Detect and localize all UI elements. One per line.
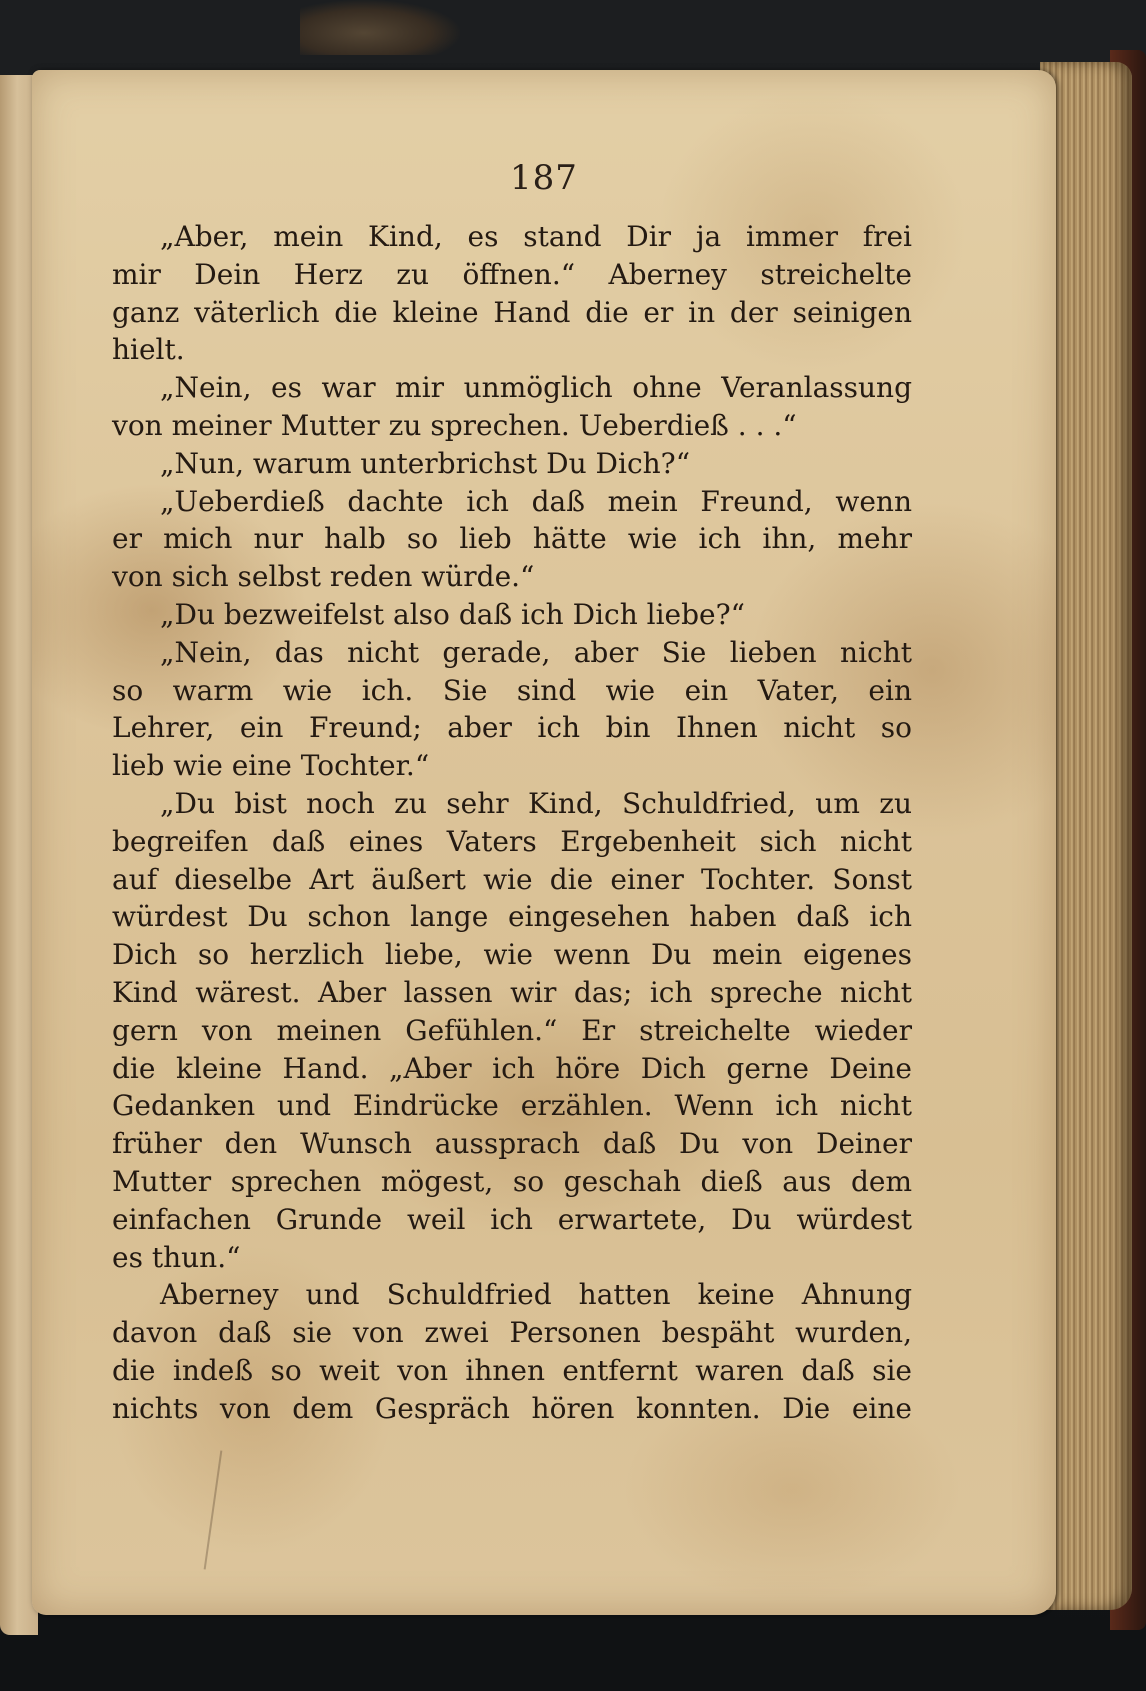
- text-line: er mich nur halb so lieb hätte wie ich ihn, mehr: [112, 522, 912, 556]
- text-line: hielt.: [112, 333, 185, 367]
- text-line: so warm wie ich. Sie sind wie ein Vater, ein: [112, 673, 912, 707]
- page-crease: [204, 1450, 223, 1569]
- text-line: früher den Wunsch aussprach daß Du von Deiner: [112, 1127, 912, 1161]
- text-line: „Du bezweifelst also daß ich Dich liebe?“: [160, 597, 745, 631]
- text-line: lieb wie eine Tochter.“: [112, 749, 430, 783]
- text-line: „Nun, warum unterbrichst Du Dich?“: [160, 446, 691, 480]
- text-line: Kind wärest. Aber lassen wir das; ich spreche nicht: [112, 975, 912, 1009]
- text-line: die kleine Hand. „Aber ich höre Dich gerne Deine: [112, 1051, 912, 1085]
- text-line: auf dieselbe Art äußert wie die einer Tochter. Sonst: [112, 862, 912, 896]
- text-line: ganz väterlich die kleine Hand die er in der seinigen: [112, 295, 912, 329]
- text-line: nichts von dem Gespräch hören konnten. Die eine: [112, 1391, 912, 1425]
- text-line: „Nein, es war mir unmöglich ohne Veranlassung: [160, 371, 912, 405]
- page-number: 187: [510, 158, 578, 198]
- text-line: von sich selbst reden würde.“: [112, 560, 535, 594]
- text-line: Dich so herzlich liebe, wie wenn Du mein eigenes: [112, 938, 912, 972]
- text-line: Lehrer, ein Freund; aber ich bin Ihnen nicht so: [112, 711, 912, 745]
- text-line: die indeß so weit von ihnen entfernt waren daß sie: [112, 1353, 912, 1387]
- text-line: „Du bist noch zu sehr Kind, Schuldfried, um zu: [160, 786, 912, 820]
- text-line: begreifen daß eines Vaters Ergebenheit sich nicht: [112, 824, 912, 858]
- text-line: einfachen Grunde weil ich erwartete, Du würdest: [112, 1202, 912, 1236]
- text-line: Gedanken und Eindrücke erzählen. Wenn ich nicht: [112, 1089, 912, 1123]
- text-line: „Nein, das nicht gerade, aber Sie lieben nicht: [160, 635, 912, 669]
- text-line: es thun.“: [112, 1240, 241, 1274]
- text-line: von meiner Mutter zu sprechen. Ueberdieß . . .“: [112, 408, 797, 442]
- text-line: davon daß sie von zwei Personen bespäht wurden,: [112, 1316, 912, 1350]
- page-text: [112, 218, 912, 1428]
- text-line: gern von meinen Gefühlen.“ Er streichelte wieder: [112, 1013, 912, 1047]
- text-line: würdest Du schon lange eingesehen haben daß ich: [112, 900, 912, 934]
- text-line: „Aber, mein Kind, es stand Dir ja immer frei: [160, 220, 912, 253]
- text-line: Aberney und Schuldfried hatten keine Ahnung: [160, 1278, 912, 1312]
- text-line: Mutter sprechen mögest, so geschah dieß aus dem: [112, 1164, 912, 1198]
- text-line: mir Dein Herz zu öffnen.“ Aberney streichelte: [112, 257, 912, 291]
- binding-cord: [300, 0, 460, 55]
- book-page: [32, 70, 1056, 1615]
- text-line: „Ueberdieß dachte ich daß mein Freund, wenn: [160, 484, 912, 518]
